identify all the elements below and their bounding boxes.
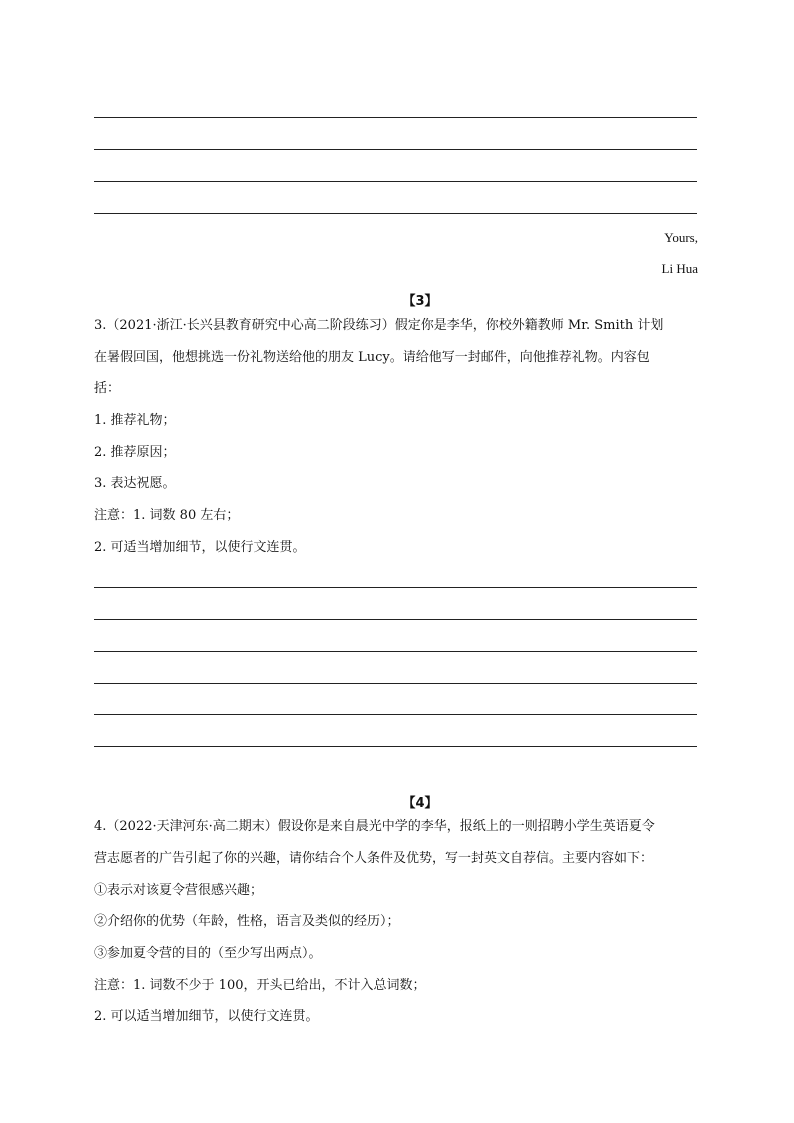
- q3-line-7: 注意：1. 词数 80 左右；: [94, 508, 240, 523]
- writing-line: [94, 683, 697, 684]
- writing-line: [94, 117, 697, 118]
- q4-line-6: 注意：1. 词数不少于 100，开头已给出，不计入总词数；: [94, 978, 426, 993]
- closing-name: Li Hua: [661, 261, 698, 276]
- writing-line: [94, 746, 697, 747]
- q3-line-5: 2. 推荐原因；: [94, 445, 176, 460]
- q4-line-4: ②介绍你的优势（年龄，性格，语言及类似的经历）；: [94, 914, 400, 929]
- q4-line-3: ①表示对该夏令营很感兴趣；: [94, 883, 264, 898]
- writing-line: [94, 149, 697, 150]
- q4-line-7: 2. 可以适当增加细节，以使行文连贯。: [94, 1009, 319, 1024]
- question-4-number: 【4】: [402, 796, 438, 811]
- writing-line: [94, 587, 697, 588]
- q3-line-6: 3. 表达祝愿。: [94, 476, 176, 491]
- q3-line-3: 括：: [94, 381, 121, 396]
- writing-line: [94, 619, 697, 620]
- writing-line: [94, 714, 697, 715]
- q4-line-1: 4.（2022·天津河东·高二期末）假设你是来自晨光中学的李华，报纸上的一则招聘小学生英语夏令: [94, 819, 655, 834]
- question-3-number: 【3】: [402, 294, 438, 309]
- closing-yours: Yours,: [664, 230, 698, 245]
- q4-line-5: ③参加夏令营的目的（至少写出两点）。: [94, 946, 322, 961]
- q3-line-8: 2. 可适当增加细节，以使行文连贯。: [94, 540, 306, 555]
- writing-line: [94, 181, 697, 182]
- q3-line-4: 1. 推荐礼物；: [94, 413, 176, 428]
- q3-line-2: 在暑假回国，他想挑选一份礼物送给他的朋友 Lucy。请给他写一封邮件，向他推荐礼物。内容包: [94, 350, 650, 365]
- writing-line: [94, 651, 697, 652]
- q4-line-2: 营志愿者的广告引起了你的兴趣，请你结合个人条件及优势，写一封英文自荐信。主要内容如下：: [94, 851, 654, 866]
- q3-line-1: 3.（2021·浙江·长兴县教育研究中心高二阶段练习）假定你是李华，你校外籍教师 Mr. Smith 计划: [94, 318, 664, 333]
- writing-line: [94, 213, 697, 214]
